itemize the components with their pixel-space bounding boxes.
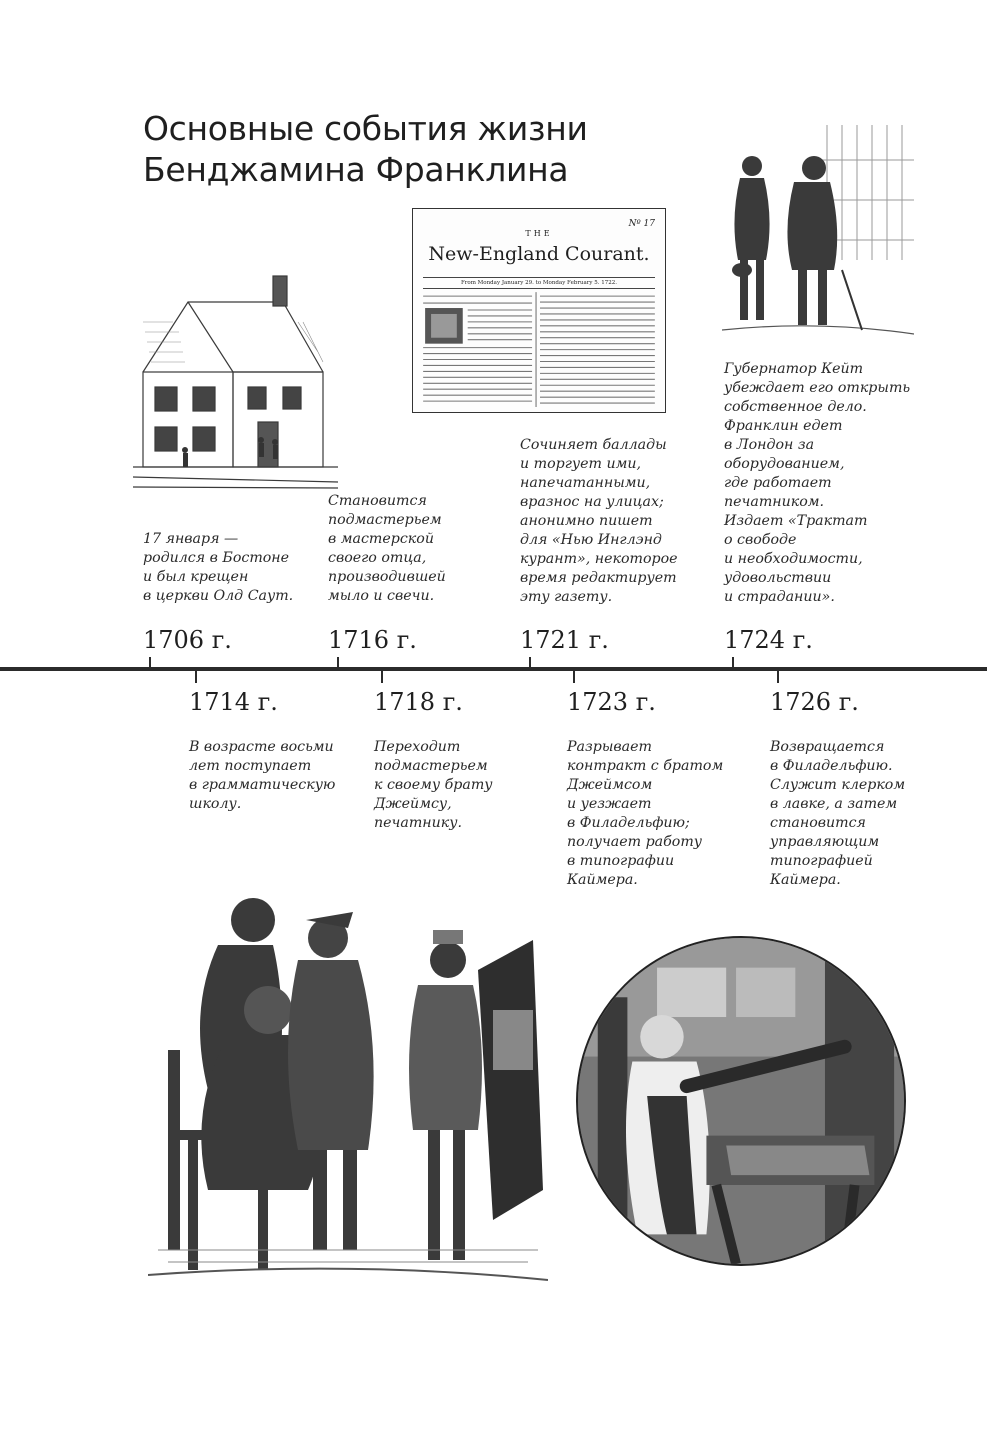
- event-1716-text: Становится подмастерьем в мастерской своего отца, производившей мыло и свечи.: [328, 493, 446, 604]
- event-1714-text: В возрасте восьми лет поступает в грамматическую школу.: [189, 739, 336, 812]
- year-1723: 1723 г.: [567, 688, 656, 716]
- event-1721-text: Сочиняет баллады и торгует ими, напечатанными, вразнос на улицах; анонимно пишет для «Нью Инглэнд курант», некоторое время редактирует эту газету.: [520, 437, 678, 605]
- event-1726-text: Возвращается в Филадельфию. Служит клерком в лавке, а затем становится управляющим типографией Каймера.: [770, 739, 906, 888]
- tick-1723: [573, 671, 575, 683]
- page-title-line-2: Бенджамина Франклина: [143, 150, 569, 189]
- tick-1718: [381, 671, 383, 683]
- tick-1714: [195, 671, 197, 683]
- event-1706-text: 17 января — родился в Бостоне и был крещен в церкви Олд Саут.: [143, 531, 294, 604]
- page-title-line-1: Основные события жизни: [143, 109, 588, 148]
- event-1718-text: Переходит подмастерьем к своему брату Джеймсу, печатнику.: [374, 739, 493, 831]
- house-engraving: [133, 262, 338, 490]
- newspaper-number: Nº 17: [628, 219, 655, 229]
- tick-1721: [529, 657, 531, 669]
- tick-1706: [149, 657, 151, 669]
- year-1724: 1724 г.: [724, 626, 813, 654]
- event-1723-text: Разрывает контракт с братом Джеймсом и уезжает в Филадельфию; получает работу в типографии Каймера.: [567, 739, 724, 888]
- two-gentlemen-engraving: [722, 120, 914, 342]
- newspaper-the: THE: [525, 229, 553, 238]
- page-title: [143, 108, 588, 190]
- tick-1724: [732, 657, 734, 669]
- newspaper-dateline: From Monday January 29. to Monday February 5. 1722.: [423, 277, 655, 289]
- newspaper-masthead: New-England Courant.: [428, 243, 650, 265]
- year-1716: 1716 г.: [328, 626, 417, 654]
- printers-engraving: [148, 890, 548, 1285]
- tick-1716: [337, 657, 339, 669]
- year-1714: 1714 г.: [189, 688, 278, 716]
- year-1718: 1718 г.: [374, 688, 463, 716]
- printing-press-photo: [576, 936, 906, 1266]
- year-1726: 1726 г.: [770, 688, 859, 716]
- tick-1726: [777, 671, 779, 683]
- newspaper-image: [412, 208, 666, 413]
- event-1724-text: Губернатор Кейт убеждает его открыть собственное дело. Франклин едет в Лондон за оборудованием, где работает печатником. Издает «Трактат о свободе и необходимости, удовольствии и страдании».: [724, 361, 911, 605]
- year-1706: 1706 г.: [143, 626, 232, 654]
- year-1721: 1721 г.: [520, 626, 609, 654]
